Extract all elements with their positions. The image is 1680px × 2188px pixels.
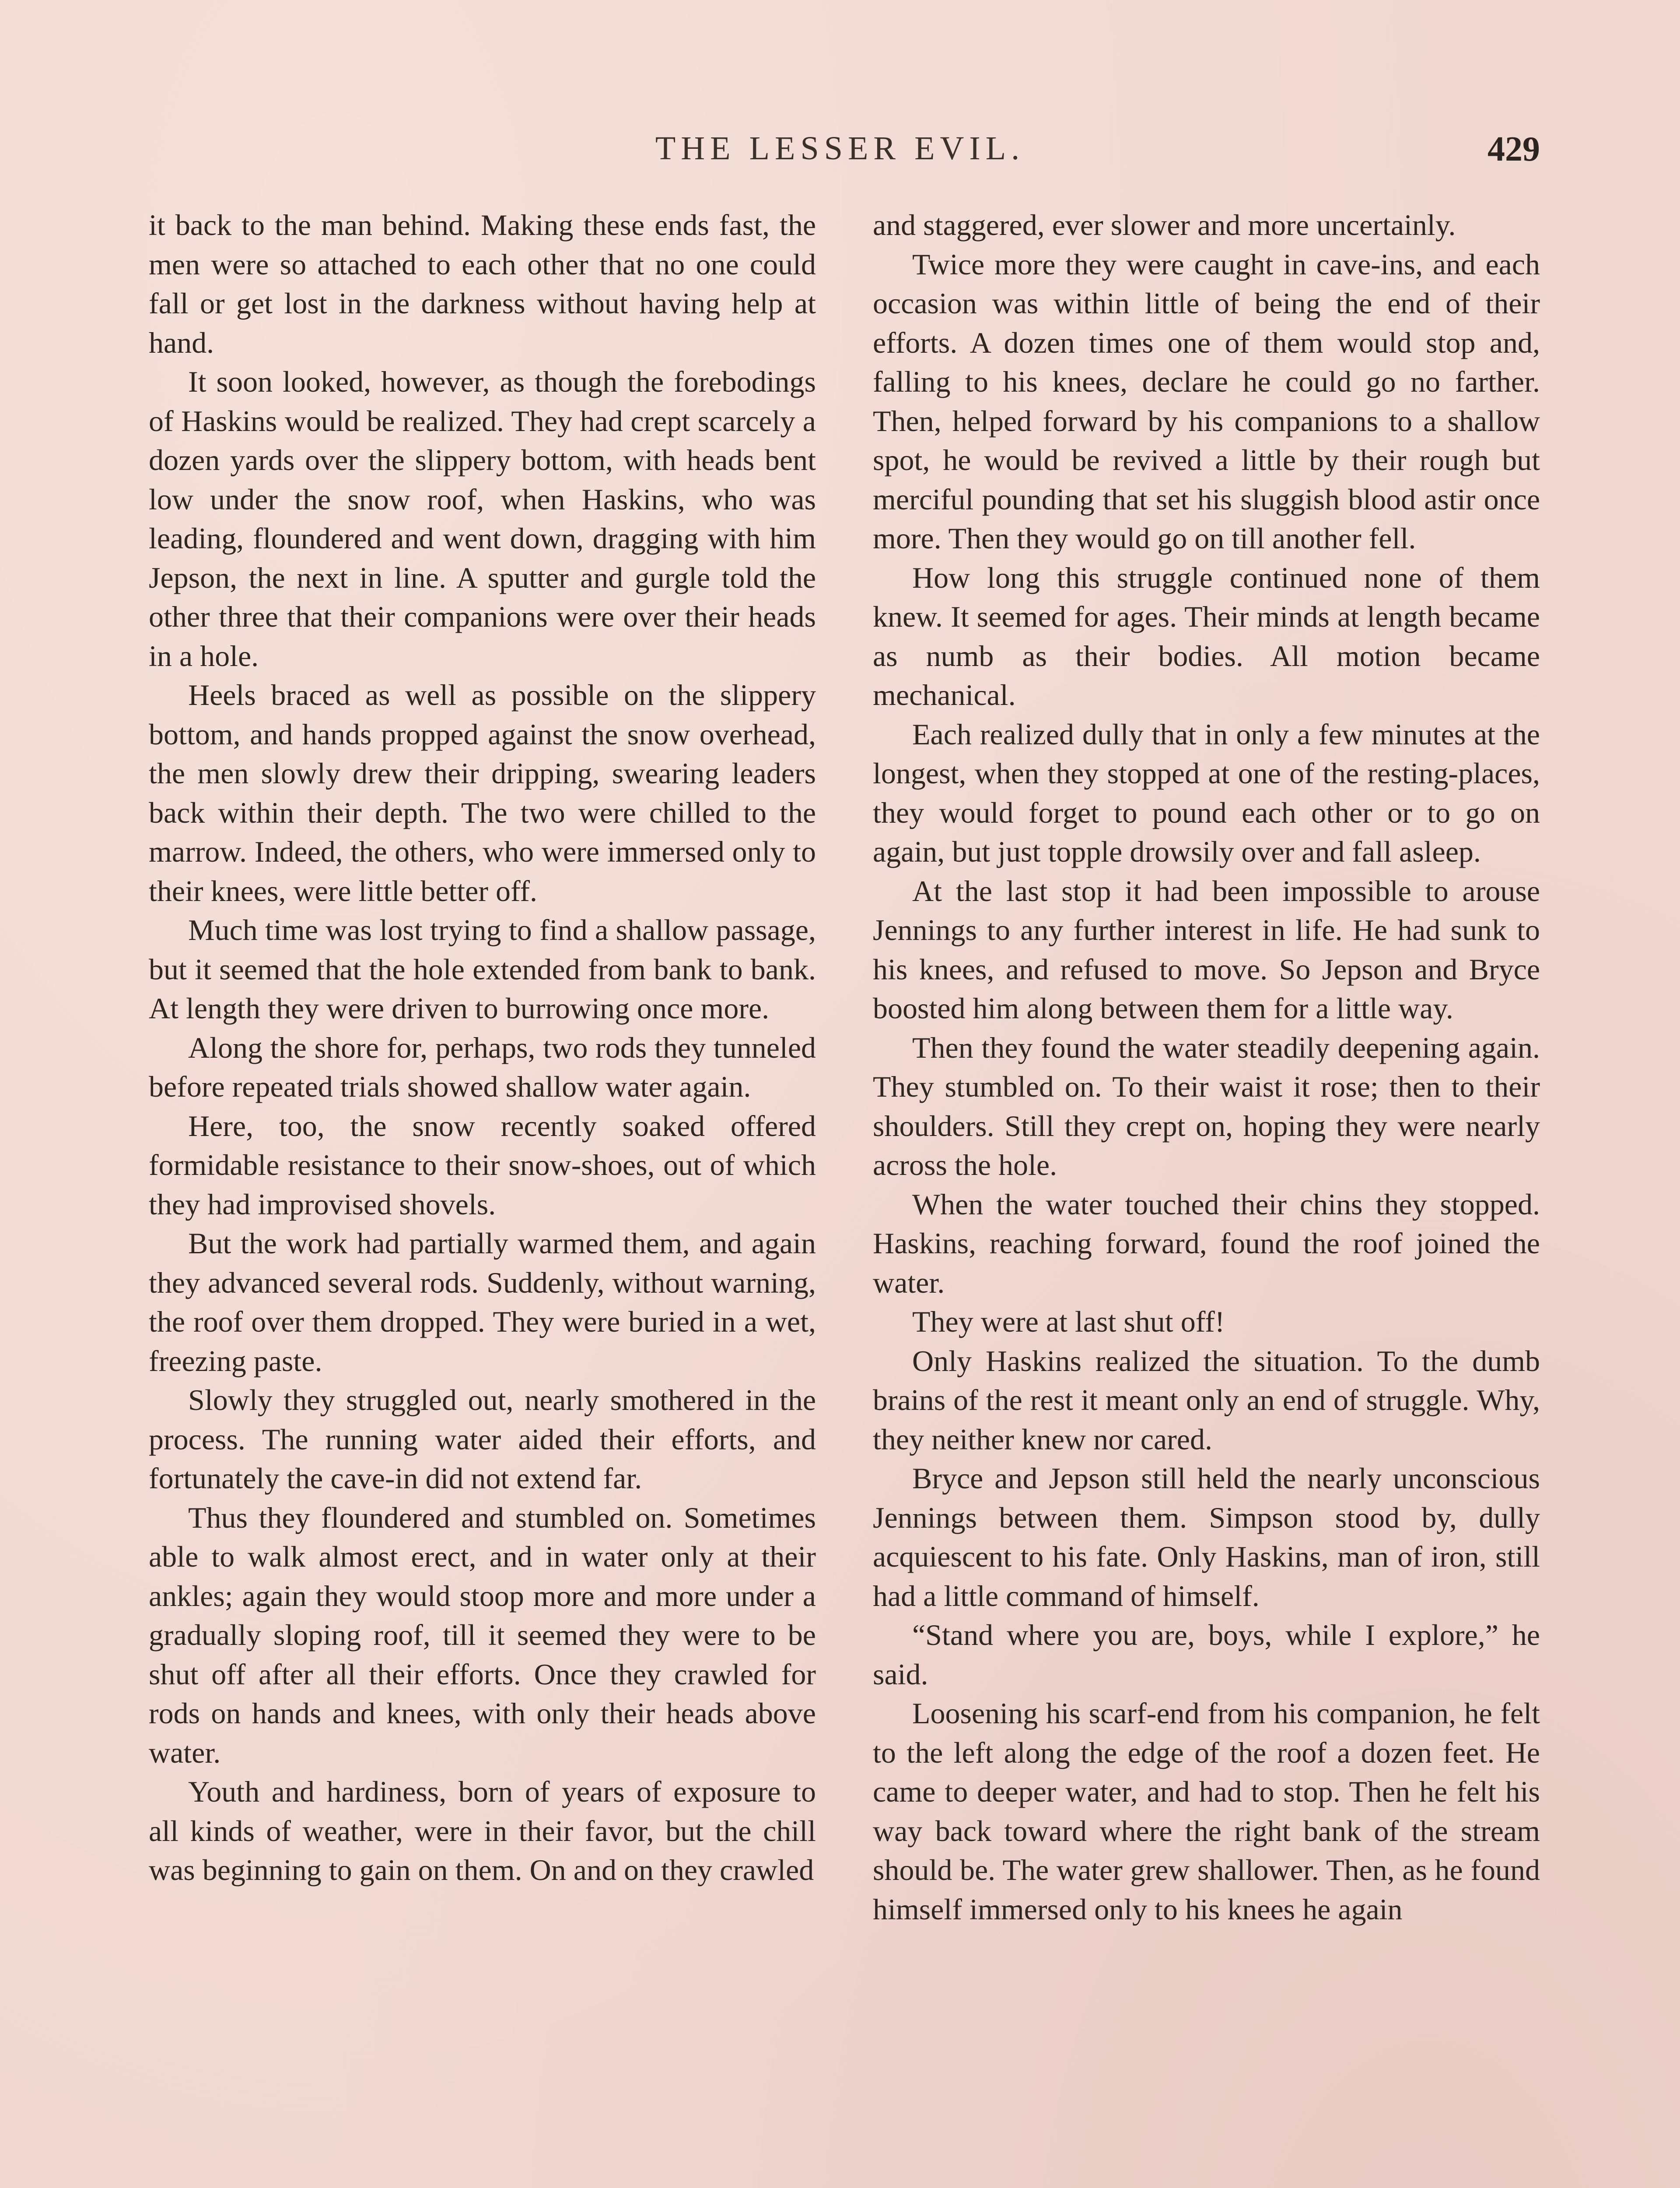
running-title: THE LESSER EVIL.: [655, 130, 1025, 167]
paragraph: it back to the man behind. Making these ends fast, the men were so attached to each other that no one could fall or get lost in the darkness without having help at hand.: [149, 208, 816, 359]
paragraph: Along the shore for, perhaps, two rods they tunneled before repeated trials showed shallow water again.: [149, 1031, 816, 1103]
paragraph: Loosening his scarf-end from his companion, he felt to the left along the edge of the roof a dozen feet. He came to deeper water, and had to stop. Then he felt his way back toward where the right bank of the stream should be. The water grew shallower. Then, as he found himself immersed only to his knees he again: [873, 1697, 1540, 1926]
paragraph: They were at last shut off!: [912, 1305, 1225, 1338]
paragraph: “Stand where you are, boys, while I explore,” he said.: [873, 1618, 1540, 1691]
text-columns: [149, 206, 1540, 2188]
paragraph: Bryce and Jepson still held the nearly unconscious Jennings between them. Simpson stood by, dully acquiescent to his fate. Only Haskins, man of iron, still had a little command of himself.: [873, 1462, 1540, 1613]
page-header: [0, 130, 1680, 178]
paragraph: How long this struggle continued none of them knew. It seemed for ages. Their minds at length became as numb as their bodies. All motion became mechanical.: [873, 561, 1540, 712]
paragraph: Thus they floundered and stumbled on. Sometimes able to walk almost erect, and in water only at their ankles; again they would stoop more and more under a gradually sloping roof, till it seemed they were to be shut off after all their efforts. Once they crawled for rods on hands and knees, with only their heads above water.: [149, 1501, 816, 1769]
paragraph: and staggered, ever slower and more uncertainly.: [873, 208, 1456, 242]
paragraph: At the last stop it had been impossible to arouse Jennings to any further interest in life. He had sunk to his knees, and refused to move. So Jepson and Bryce boosted him along between them for a little way.: [873, 874, 1540, 1025]
paragraph: Heels braced as well as possible on the slippery bottom, and hands propped against the snow overhead, the men slowly drew their dripping, swearing leaders back within their depth. The two were chilled to the marrow. Indeed, the others, who were immersed only to their knees, were little better off.: [149, 678, 816, 908]
paragraph: Each realized dully that in only a few minutes at the longest, when they stopped at one of the resting-places, they would forget to pound each other or to go on again, but just topple drowsily over and fall asleep.: [873, 717, 1540, 868]
paragraph: It soon looked, however, as though the forebodings of Haskins would be realized. They had crept scarcely a dozen yards over the slippery bottom, with heads bent low under the snow roof, when Haskins, who was leading, floundered and went down, dragging with him Jepson, the next in line. A sputter and gurgle told the other three that their companions were over their heads in a hole.: [149, 365, 816, 673]
right-column: [873, 206, 1540, 2188]
paragraph: But the work had partially warmed them, and again they advanced several rods. Suddenly, without warning, the roof over them dropped. They were buried in a wet, freezing paste.: [149, 1227, 816, 1378]
paragraph: Youth and hardiness, born of years of exposure to all kinds of weather, were in their favor, but the chill was beginning to gain on them. On and on they crawled: [149, 1775, 816, 1886]
paragraph: Here, too, the snow recently soaked offered formidable resistance to their snow-shoes, out of which they had improvised shovels.: [149, 1109, 816, 1221]
paragraph: Then they found the water steadily deepening again. They stumbled on. To their waist it rose; then to their shoulders. Still they crept on, hoping they were nearly across the hole.: [873, 1031, 1540, 1182]
paragraph: Twice more they were caught in cave-ins, and each occasion was within little of being the end of their efforts. A dozen times one of them would stop and, falling to his knees, declare he could go no farther. Then, helped forward by his companions to a shallow spot, he would be revived a little by their rough but merciful pounding that set his sluggish blood astir once more. Then they would go on till another fell.: [873, 247, 1540, 555]
paragraph: Slowly they struggled out, nearly smothered in the process. The running water aided their efforts, and fortunately the cave-in did not extend far.: [149, 1383, 816, 1495]
page-number: 429: [1488, 130, 1540, 168]
paragraph: When the water touched their chins they stopped. Haskins, reaching forward, found the roof joined the water.: [873, 1187, 1540, 1299]
left-column: [149, 206, 816, 2188]
paragraph: Much time was lost trying to find a shallow passage, but it seemed that the hole extended from bank to bank. At length they were driven to burrowing once more.: [149, 913, 816, 1025]
paragraph: Only Haskins realized the situation. To the dumb brains of the rest it meant only an end of struggle. Why, they neither knew nor cared.: [873, 1344, 1540, 1456]
